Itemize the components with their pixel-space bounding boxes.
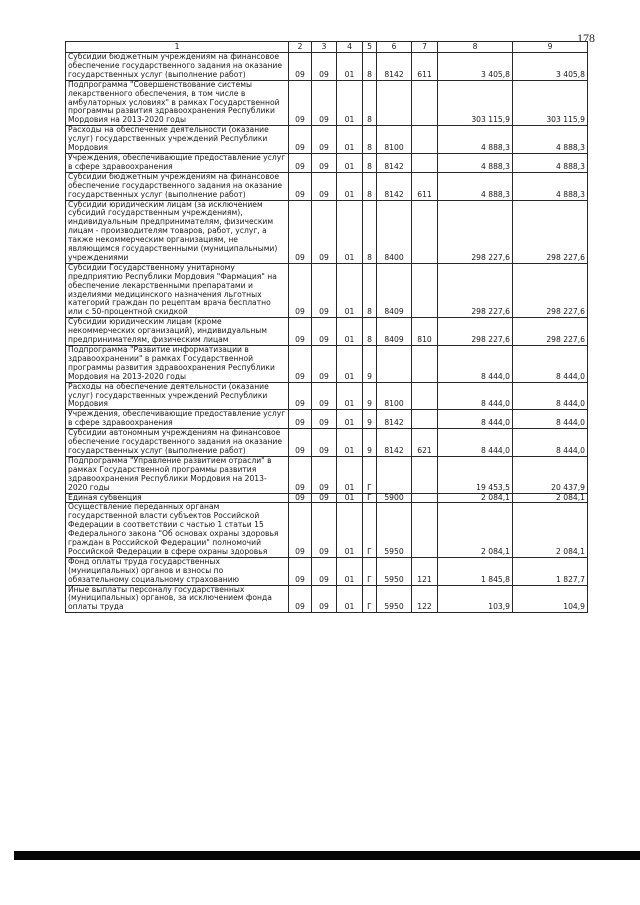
header-cell: 2 — [289, 42, 312, 53]
amount-cell-col8: 19 453,5 — [438, 456, 513, 493]
target-code-cell: 8409 — [377, 318, 412, 346]
program-code-cell: Г — [363, 493, 377, 503]
section-code-cell: 09 — [312, 172, 337, 200]
amount-cell-col8: 8 444,0 — [438, 429, 513, 457]
amount-cell-col8: 2 084,1 — [438, 493, 513, 503]
amount-cell-col9: 298 227,6 — [513, 263, 588, 317]
target-code-cell: 8142 — [377, 153, 412, 172]
program-code-cell: Г — [363, 585, 377, 613]
target-code-cell: 8100 — [377, 126, 412, 154]
ministry-code-cell: 09 — [289, 557, 312, 585]
item-name-cell: Иные выплаты персоналу государственных (муниципальных) органов, за исключением фонда оплаты труда — [66, 585, 289, 613]
amount-cell-col9: 1 827,7 — [513, 557, 588, 585]
target-code-cell: 8142 — [377, 429, 412, 457]
expense-type-cell: 611 — [412, 53, 438, 81]
amount-cell-col9: 8 444,0 — [513, 429, 588, 457]
ministry-code-cell: 09 — [289, 456, 312, 493]
item-name-cell: Учреждения, обеспечивающие предоставление услуг в сфере здравоохранения — [66, 410, 289, 429]
expense-type-cell: 810 — [412, 318, 438, 346]
item-name-cell: Фонд оплаты труда государственных (муниципальных) органов и взносы по обязательному социальному страхованию — [66, 557, 289, 585]
expense-type-cell — [412, 80, 438, 126]
target-code-cell: 5950 — [377, 503, 412, 557]
ministry-code-cell: 09 — [289, 318, 312, 346]
section-code-cell: 09 — [312, 410, 337, 429]
target-code-cell: 8142 — [377, 172, 412, 200]
subsection-code-cell: 01 — [337, 493, 363, 503]
target-code-cell — [377, 346, 412, 383]
section-code-cell: 09 — [312, 53, 337, 81]
subsection-code-cell: 01 — [337, 382, 363, 410]
subsection-code-cell: 01 — [337, 126, 363, 154]
amount-cell-col8: 8 444,0 — [438, 346, 513, 383]
header-cell: 8 — [438, 42, 513, 53]
section-code-cell: 09 — [312, 382, 337, 410]
amount-cell-col9: 2 084,1 — [513, 493, 588, 503]
ministry-code-cell: 09 — [289, 429, 312, 457]
scan-edge-bar — [14, 851, 640, 860]
expense-type-cell: 621 — [412, 429, 438, 457]
section-code-cell: 09 — [312, 126, 337, 154]
header-cell: 5 — [363, 42, 377, 53]
expense-type-cell — [412, 153, 438, 172]
ministry-code-cell: 09 — [289, 53, 312, 81]
ministry-code-cell: 09 — [289, 382, 312, 410]
amount-cell-col8: 1 845,8 — [438, 557, 513, 585]
section-code-cell: 09 — [312, 263, 337, 317]
program-code-cell: 8 — [363, 126, 377, 154]
item-name-cell: Расходы на обеспечение деятельности (оказание услуг) государственных учреждений Республики Мордовия — [66, 382, 289, 410]
item-name-cell: Подпрограмма "Развитие информатизации в здравоохранении" в рамках Государственной программы развития здравоохранения Республики Мордовия на 2013-2020 годы — [66, 346, 289, 383]
amount-cell-col8: 4 888,3 — [438, 126, 513, 154]
table-row — [66, 429, 588, 457]
table-row — [66, 80, 588, 126]
amount-cell-col9: 298 227,6 — [513, 200, 588, 263]
table-row — [66, 346, 588, 383]
amount-cell-col9: 298 227,6 — [513, 318, 588, 346]
program-code-cell: 8 — [363, 200, 377, 263]
table-row — [66, 172, 588, 200]
subsection-code-cell: 01 — [337, 585, 363, 613]
item-name-cell: Субсидии юридическим лицам (кроме некоммерческих организаций), индивидуальным предпринимателям, физическим лицам — [66, 318, 289, 346]
subsection-code-cell: 01 — [337, 80, 363, 126]
subsection-code-cell: 01 — [337, 346, 363, 383]
amount-cell-col8: 3 405,8 — [438, 53, 513, 81]
program-code-cell: 8 — [363, 53, 377, 81]
ministry-code-cell: 09 — [289, 172, 312, 200]
item-name-cell: Субсидии автономным учреждениям на финансовое обеспечение государственного задания на оказание государственных услуг (выполнение работ) — [66, 429, 289, 457]
amount-cell-col9: 3 405,8 — [513, 53, 588, 81]
target-code-cell: 5900 — [377, 493, 412, 503]
table-row — [66, 126, 588, 154]
item-name-cell: Подпрограмма "Совершенствование системы лекарственного обеспечения, в том числе в амбулаторных условиях" в рамках Государственной программы развития здравоохранения Республики Мордовия на 2013-2020 годы — [66, 80, 289, 126]
target-code-cell: 8142 — [377, 53, 412, 81]
expense-type-cell: 121 — [412, 557, 438, 585]
item-name-cell: Субсидии Государственному унитарному предприятию Республики Мордовия "Фармация" на обеспечение лекарственными препаратами и изделиями медицинского назначения льготных категорий граждан по рецептам врача бесплатно или с 50-процентной скидкой — [66, 263, 289, 317]
ministry-code-cell: 09 — [289, 263, 312, 317]
header-cell: 1 — [66, 42, 289, 53]
amount-cell-col9: 303 115,9 — [513, 80, 588, 126]
table-row — [66, 410, 588, 429]
expense-type-cell — [412, 456, 438, 493]
expense-type-cell — [412, 503, 438, 557]
section-code-cell: 09 — [312, 346, 337, 383]
page-number: 178 — [577, 31, 595, 45]
subsection-code-cell: 01 — [337, 410, 363, 429]
program-code-cell: 9 — [363, 410, 377, 429]
header-row — [66, 42, 588, 53]
subsection-code-cell: 01 — [337, 153, 363, 172]
item-name-cell: Расходы на обеспечение деятельности (оказание услуг) государственных учреждений Республики Мордовия — [66, 126, 289, 154]
expense-type-cell — [412, 410, 438, 429]
ministry-code-cell: 09 — [289, 200, 312, 263]
ministry-code-cell: 09 — [289, 126, 312, 154]
section-code-cell: 09 — [312, 585, 337, 613]
program-code-cell: Г — [363, 503, 377, 557]
amount-cell-col8: 298 227,6 — [438, 200, 513, 263]
program-code-cell: 8 — [363, 263, 377, 317]
amount-cell-col9: 20 437,9 — [513, 456, 588, 493]
table-row — [66, 382, 588, 410]
subsection-code-cell: 01 — [337, 318, 363, 346]
amount-cell-col9: 4 888,3 — [513, 126, 588, 154]
amount-cell-col9: 2 084,1 — [513, 503, 588, 557]
amount-cell-col9: 8 444,0 — [513, 410, 588, 429]
target-code-cell: 5950 — [377, 557, 412, 585]
item-name-cell: Субсидии юридическим лицам (за исключением субсидий государственным учреждениям), индивидуальным предпринимателям, физическим лицам - производителям товаров, работ, услуг, а также некоммерческим организациям, не являющимся государственными (муниципальными) учреждениями — [66, 200, 289, 263]
amount-cell-col8: 298 227,6 — [438, 318, 513, 346]
subsection-code-cell: 01 — [337, 456, 363, 493]
header-cell: 3 — [312, 42, 337, 53]
item-name-cell: Единая субвенция — [66, 493, 289, 503]
section-code-cell: 09 — [312, 503, 337, 557]
program-code-cell: 8 — [363, 153, 377, 172]
section-code-cell: 09 — [312, 318, 337, 346]
section-code-cell: 09 — [312, 153, 337, 172]
subsection-code-cell: 01 — [337, 557, 363, 585]
section-code-cell: 09 — [312, 557, 337, 585]
amount-cell-col9: 4 888,3 — [513, 172, 588, 200]
program-code-cell: 8 — [363, 318, 377, 346]
program-code-cell: Г — [363, 456, 377, 493]
target-code-cell — [377, 456, 412, 493]
target-code-cell — [377, 80, 412, 126]
subsection-code-cell: 01 — [337, 429, 363, 457]
target-code-cell: 8100 — [377, 382, 412, 410]
amount-cell-col9: 8 444,0 — [513, 382, 588, 410]
expense-type-cell: 122 — [412, 585, 438, 613]
header-cell: 7 — [412, 42, 438, 53]
table-row — [66, 53, 588, 81]
amount-cell-col8: 8 444,0 — [438, 410, 513, 429]
program-code-cell: 8 — [363, 80, 377, 126]
section-code-cell: 09 — [312, 80, 337, 126]
expense-type-cell — [412, 263, 438, 317]
amount-cell-col9: 8 444,0 — [513, 346, 588, 383]
table-row — [66, 456, 588, 493]
ministry-code-cell: 09 — [289, 153, 312, 172]
amount-cell-col8: 4 888,3 — [438, 172, 513, 200]
item-name-cell: Учреждения, обеспечивающие предоставление услуг в сфере здравоохранения — [66, 153, 289, 172]
section-code-cell: 09 — [312, 200, 337, 263]
ministry-code-cell: 09 — [289, 585, 312, 613]
header-cell: 6 — [377, 42, 412, 53]
expense-type-cell — [412, 346, 438, 383]
ministry-code-cell: 09 — [289, 80, 312, 126]
header-cell: 4 — [337, 42, 363, 53]
amount-cell-col8: 8 444,0 — [438, 382, 513, 410]
table-row — [66, 557, 588, 585]
ministry-code-cell: 09 — [289, 503, 312, 557]
item-name-cell: Осуществление переданных органам государственной власти субъектов Российской Федерации в соответствии с частью 1 статьи 15 Федерального закона "Об основах охраны здоровья граждан в Российской Федерации" полномочий Российской Федерации в сфере охраны здоровья — [66, 503, 289, 557]
program-code-cell: 9 — [363, 429, 377, 457]
program-code-cell: 9 — [363, 382, 377, 410]
amount-cell-col9: 4 888,3 — [513, 153, 588, 172]
budget-table — [65, 41, 588, 613]
program-code-cell: 8 — [363, 172, 377, 200]
table-row — [66, 200, 588, 263]
header-cell: 9 — [513, 42, 588, 53]
ministry-code-cell: 09 — [289, 410, 312, 429]
expense-type-cell — [412, 200, 438, 263]
table-row — [66, 318, 588, 346]
ministry-code-cell: 09 — [289, 493, 312, 503]
table-row — [66, 153, 588, 172]
amount-cell-col8: 303 115,9 — [438, 80, 513, 126]
expense-type-cell — [412, 126, 438, 154]
table-row — [66, 493, 588, 503]
target-code-cell: 8409 — [377, 263, 412, 317]
subsection-code-cell: 01 — [337, 263, 363, 317]
target-code-cell: 8142 — [377, 410, 412, 429]
program-code-cell: 9 — [363, 346, 377, 383]
expense-type-cell — [412, 493, 438, 503]
table-body — [66, 53, 588, 613]
program-code-cell: Г — [363, 557, 377, 585]
section-code-cell: 09 — [312, 429, 337, 457]
amount-cell-col8: 298 227,6 — [438, 263, 513, 317]
subsection-code-cell: 01 — [337, 503, 363, 557]
table-row — [66, 585, 588, 613]
target-code-cell: 5950 — [377, 585, 412, 613]
amount-cell-col8: 103,9 — [438, 585, 513, 613]
table-row — [66, 503, 588, 557]
expense-type-cell: 611 — [412, 172, 438, 200]
subsection-code-cell: 01 — [337, 172, 363, 200]
table-row — [66, 263, 588, 317]
section-code-cell: 09 — [312, 493, 337, 503]
item-name-cell: Подпрограмма "Управление развитием отрасли" в рамках Государственной программы развития здравоохранения Республики Мордовия на 2013-2020 годы — [66, 456, 289, 493]
ministry-code-cell: 09 — [289, 346, 312, 383]
amount-cell-col8: 4 888,3 — [438, 153, 513, 172]
subsection-code-cell: 01 — [337, 200, 363, 263]
amount-cell-col9: 104,9 — [513, 585, 588, 613]
item-name-cell: Субсидии бюджетным учреждениям на финансовое обеспечение государственного задания на оказание государственных услуг (выполнение работ) — [66, 172, 289, 200]
expense-type-cell — [412, 382, 438, 410]
item-name-cell: Субсидии бюджетным учреждениям на финансовое обеспечение государственного задания на оказание государственных услуг (выполнение работ) — [66, 53, 289, 81]
subsection-code-cell: 01 — [337, 53, 363, 81]
target-code-cell: 8400 — [377, 200, 412, 263]
section-code-cell: 09 — [312, 456, 337, 493]
amount-cell-col8: 2 084,1 — [438, 503, 513, 557]
